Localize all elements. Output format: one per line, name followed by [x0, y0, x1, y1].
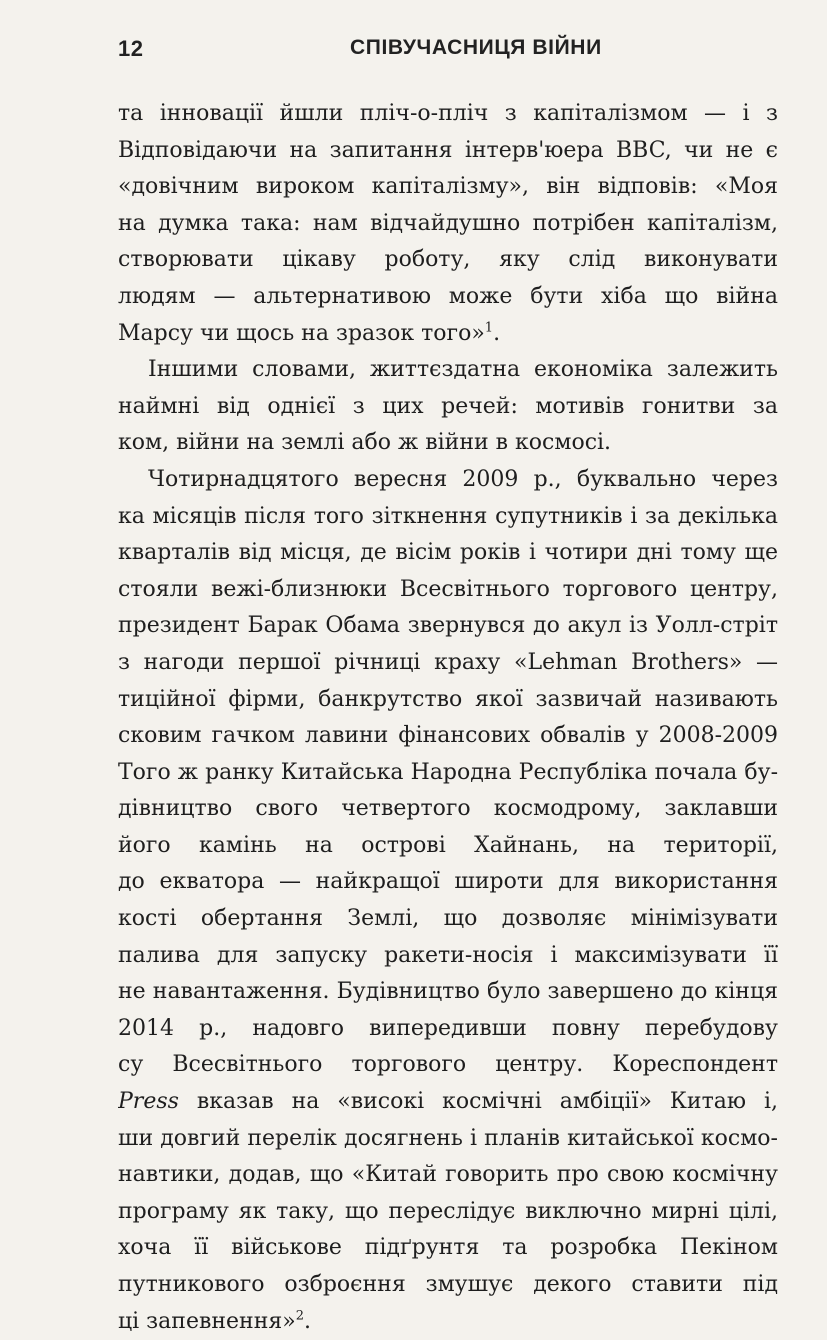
text-line: ка місяців після того зіткнення супутників і за декілька [118, 503, 778, 529]
page-number: 12 [118, 36, 144, 61]
text-line: путникового озброєння змушує декого ставити під [118, 1272, 778, 1297]
text-line: кості обертання Землі, що дозволяє мінімізувати [118, 906, 778, 932]
text-line: створювати цікаву роботу, яку слід виконувати [118, 247, 778, 273]
page-header [118, 36, 775, 66]
text-line: та інновації йшли пліч-о-пліч з капіталізмом — і з [118, 101, 778, 126]
text-line: навтики, додав, що «Китай говорить про свою космічну [118, 1162, 778, 1188]
text-line: су Всесвітнього торгового центру. Кореспондент [118, 1052, 778, 1078]
footnote-ref[interactable]: 2 [295, 1308, 304, 1324]
text-line: хоча її військове підґрунтя та розробка Пекіном [118, 1235, 778, 1261]
body-text [118, 96, 778, 1340]
text-line: Іншими словами, життєздатна економіка залежить [148, 357, 778, 383]
running-title: СПІВУЧАСНИЦЯ ВІЙНИ [350, 36, 602, 59]
text-line: на думка така: нам відчайдушно потрібен капіталізм, [118, 210, 778, 236]
text-line: «довічним вироком капіталізму», він відповів: «Моя [118, 174, 778, 200]
text-line: Того ж ранку Китайська Народна Республіка почала бу- [118, 759, 778, 785]
text-line: кварталів від місця, де вісім років і чотири дні тому ще [118, 540, 778, 566]
text-line: ці запевнення»$^2$. [118, 1308, 311, 1334]
text-line: ком, війни на землі або ж війни в космосі. [118, 430, 612, 456]
text-line: Чотирнадцятого вересня 2009 р., буквально через [148, 466, 778, 492]
text-line: до екватора — найкращої широти для використання [118, 869, 778, 895]
text-line: людям — альтернативою може бути хіба що війна [118, 283, 778, 309]
text-line: Press вказав на «високі космічні амбіції» Китаю і, [118, 1089, 778, 1115]
text-line: президент Барак Обама звернувся до акул із Уолл-стріт [118, 613, 778, 639]
text-line: Відповідаючи на запитання інтерв'юера BBC, чи не є [118, 137, 778, 163]
text-line: його камінь на острові Хайнань, на території, [118, 832, 778, 858]
text-line: програму як таку, що переслідує виключно мирні цілі, [118, 1198, 778, 1224]
text-line: палива для запуску ракети-носія і максимізувати її [118, 942, 778, 968]
text-line: наймні від однієї з цих речей: мотивів гонитви за [118, 393, 778, 419]
italic-title: Press [118, 1089, 179, 1115]
text-line: стояли вежі-близнюки Всесвітнього торгового центру, [118, 576, 778, 602]
text-line: тиційної фірми, банкрутство якої зазвичай називають [118, 686, 778, 712]
text-line: ши довгий перелік досягнень і планів китайської космо- [118, 1125, 778, 1151]
text-line: з нагоди першої річниці краху «Lehman Brothers» — [118, 649, 778, 675]
footnote-ref[interactable]: 1 [484, 320, 494, 336]
text-line: дівництво свого четвертого космодрому, заклавши [118, 796, 778, 822]
text-line: Марсу чи щось на зразок того»$^1$. [118, 320, 501, 346]
text-line: 2014 р., надовго випередивши повну перебудову [118, 1015, 778, 1041]
text-line: сковим гачком лавини фінансових обвалів у 2008-2009 [118, 723, 778, 749]
text-line: не навантаження. Будівництво було завершено до кінця [118, 979, 778, 1005]
